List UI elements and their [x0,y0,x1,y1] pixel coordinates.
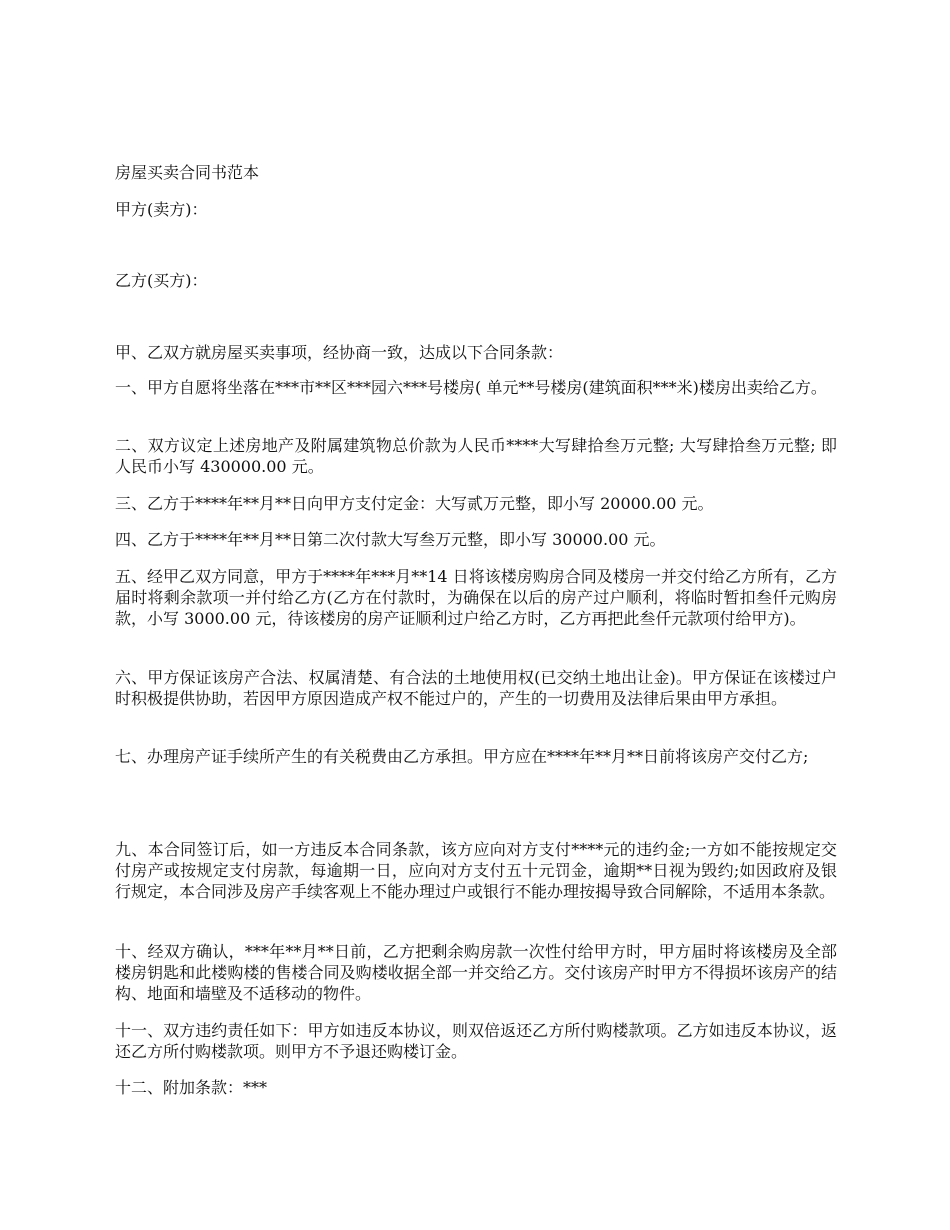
document-title: 房屋买卖合同书范本 [115,163,260,182]
clause-4: 四、乙方于****年**月**日第二次付款大写叁万元整，即小写 30000.00 元。 [115,530,666,549]
party-b-label: 乙方(买方)： [115,271,208,290]
clause-9: 九、本合同签订后，如一方违反本合同条款，该方应向对方支付****元的违约金;一方如不能按规定交付房产或按规定支付房款，每逾期一日，应向对方支付五十元罚金，逾期**日视为毁约;如因政府及银行规定，本合同涉及房产手续客观上不能办理过户或银行不能办理按揭导致合同解除，不适用本条款。 [115,840,837,901]
clause-11: 十一、双方违约责任如下：甲方如违反本协议，则双倍返还乙方所付购楼款项。乙方如违反本协议，返还乙方所付购楼款项。则甲方不予退还购楼订金。 [115,1021,837,1061]
clause-6: 六、甲方保证该房产合法、权属清楚、有合法的土地使用权(已交纳土地出让金)。甲方保证在该楼过户时积极提供协助，若因甲方原因造成产权不能过户的，产生的一切费用及法律后果由甲方承担。 [115,668,837,708]
clause-10: 十、经双方确认，***年**月**日前，乙方把剩余购房款一次性付给甲方时，甲方届时将该楼房及全部楼房钥匙和此楼购楼的售楼合同及购楼收据全部一并交给乙方。交付该房产时甲方不得损坏该房产的结构、地面和墙壁及不适移动的物件。 [115,942,837,1003]
clause-12: 十二、附加条款：*** [115,1078,268,1097]
clause-1: 一、甲方自愿将坐落在***市**区***园六***号楼房( 单元**号楼房(建筑面积***米)楼房出卖给乙方。 [115,378,827,397]
clause-5: 五、经甲乙双方同意，甲方于****年***月**14 日将该楼房购房合同及楼房一并交付给乙方所有，乙方届时将剩余款项一并付给乙方(乙方在付款时，为确保在以后的房产过户顺利，将临时暂扣叁仟元购房款，小写 3000.00 元，待该楼房的房产证顺利过户给乙方时，乙方再把此叁仟元款项付给甲方)。 [115,567,837,628]
clause-3: 三、乙方于****年**月**日向甲方支付定金：大写贰万元整，即小写 20000.00 元。 [115,494,714,513]
party-a-label: 甲方(卖方)： [115,200,208,219]
clause-7: 七、办理房产证手续所产生的有关税费由乙方承担。甲方应在****年**月**日前将该房产交付乙方; [115,747,809,766]
intro-paragraph: 甲、乙双方就房屋买卖事项，经协商一致，达成以下合同条款： [115,343,564,362]
clause-2: 二、双方议定上述房地产及附属建筑物总价款为人民币****大写肆拾叁万元整; 大写肆拾叁万元整; 即人民币小写 430000.00 元。 [115,436,837,476]
